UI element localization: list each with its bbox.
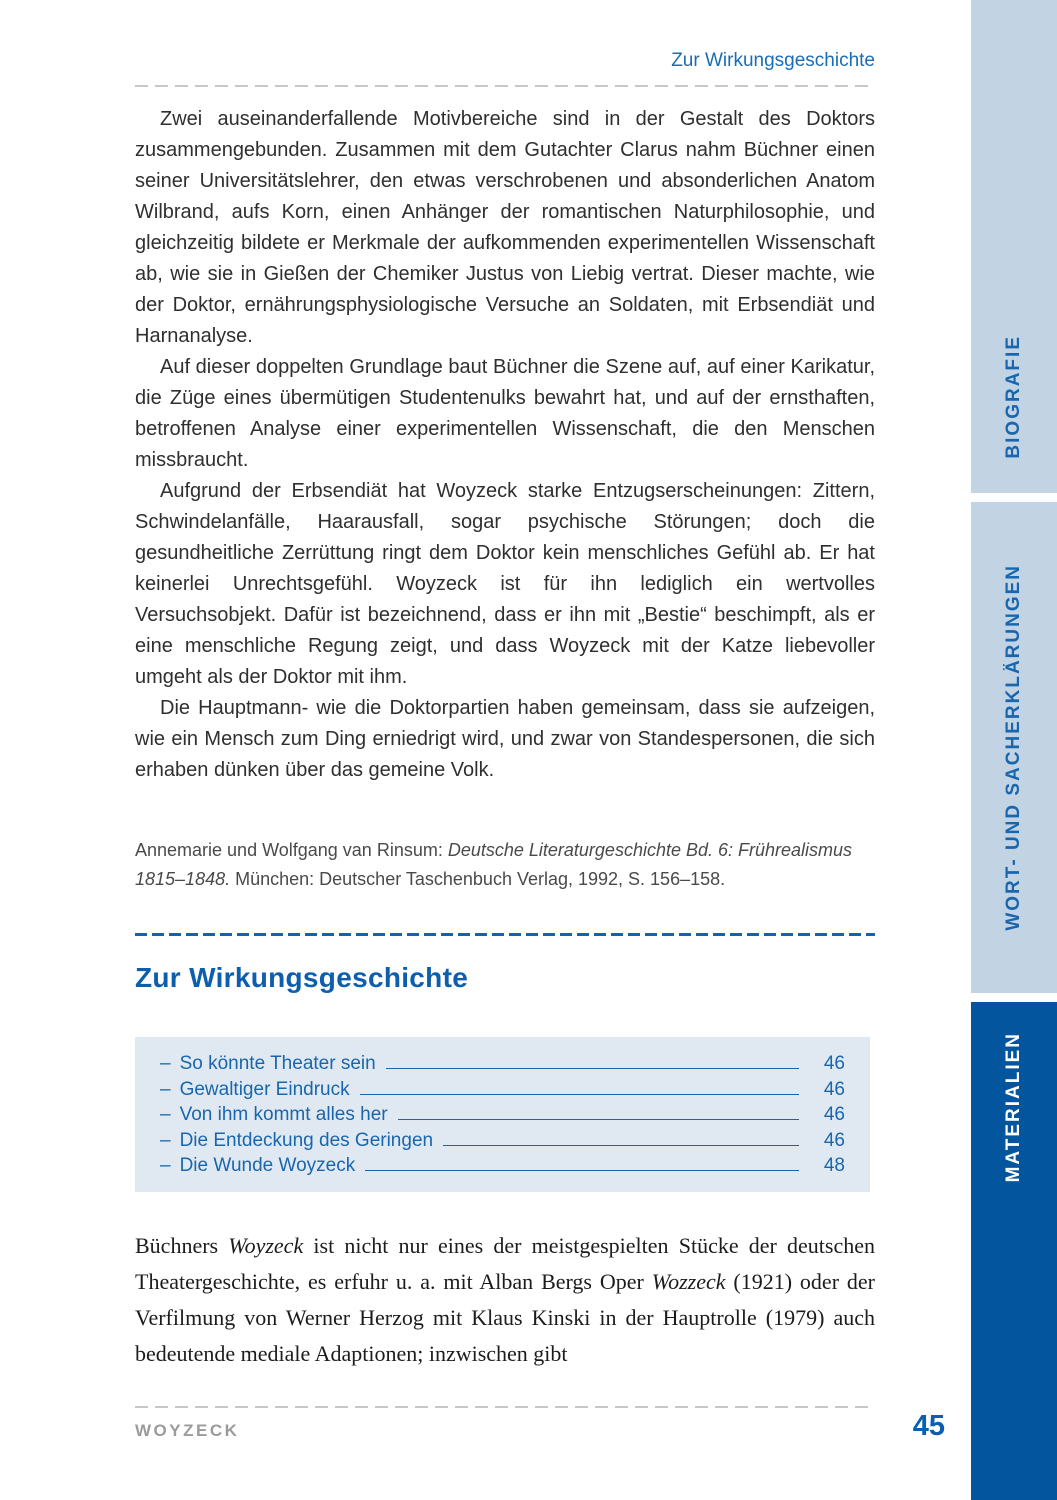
- toc-bullet: –: [160, 1078, 171, 1100]
- sidebar-tab-label: MATERIALIEN: [1003, 1032, 1024, 1183]
- toc-leader-line: [365, 1169, 799, 1171]
- toc-row[interactable]: [160, 1130, 845, 1156]
- sidebar-tab-label: BIOGRAFIE: [1003, 335, 1024, 459]
- toc-label: Gewaltiger Eindruck: [179, 1078, 350, 1100]
- sidebar-tab-label: WORT- UND SACHERKLÄRUNGEN: [1003, 564, 1024, 931]
- toc-bullet: –: [160, 1129, 171, 1151]
- toc-bullet: –: [160, 1053, 171, 1074]
- toc-leader-line: [386, 1067, 799, 1069]
- toc-label: Von ihm kommt alles her: [179, 1104, 388, 1126]
- sidebar-tabs: [971, 0, 1057, 1500]
- body-paragraph: Aufgrund der Erbsendiät hat Woyzeck starke Entzugserscheinungen: Zittern, Schwindelanfälle, Haarausfall, sogar psychische Störungen; doch die gesundheitliche Zerrüttung ringt dem Doktor kein menschliches Gefühl ab. Er hat keinerlei Unrechtsgefühl. Woyzeck ist für ihn lediglich ein wertvolles Versuchsobjekt. Dafür ist bezeichnend, dass er ihn mit „Bestie“ beschimpft, als er eine menschliche Regung zeigt, und dass Woyzeck mit der Katze liebevoller umgeht als der Doktor mit ihm.: [135, 480, 875, 688]
- running-header: Zur Wirkungsgeschichte: [671, 50, 875, 71]
- section-heading: Zur Wirkungsgeschichte: [135, 962, 469, 993]
- body-paragraph: Zwei auseinanderfallende Motivbereiche sind in der Gestalt des Doktors zusammengebunden. Zusammen mit dem Gutachter Clarus nahm Büchner einen seiner Universitätslehrer, den etwas verschrobenen und absonderlichen Anatom Wilbrand, aufs Korn, einen Anhänger der romantischen Naturphilosophie, und gleichzeitig bildete er Merkmale der aufkommenden experimentellen Wissenschaft ab, wie sie in Gießen der Chemiker Justus von Liebig vertrat. Dieser machte, wie der Doktor, ernährungsphysiologische Versuche an Soldaten, mit Erbsendiät und Harnanalyse.: [135, 108, 875, 347]
- footer-book-title: WOYZECK: [135, 1421, 240, 1440]
- page-number: 45: [912, 1410, 945, 1442]
- toc-bullet: –: [160, 1104, 171, 1126]
- toc-page-number: 46: [823, 1104, 845, 1126]
- toc-row[interactable]: [160, 1104, 845, 1130]
- body-paragraph: Auf dieser doppelten Grundlage baut Büchner die Szene auf, auf einer Karikatur, die Züge eines übermütigen Studentenulks bewahrt hat, und auf der ernsthaften, betroffenen Analyse einer experimentellen Wissenschaft, die den Menschen missbraucht.: [135, 356, 875, 471]
- section-divider-dashed-line: [135, 933, 875, 936]
- sidebar-tab-biografie[interactable]: [971, 0, 1057, 493]
- toc-page-number: 46: [823, 1078, 845, 1100]
- source-citation: Annemarie und Wolfgang van Rinsum: Deutsche Literaturgeschichte Bd. 6: Frührealismus 1815–1848. München: Deutscher Taschenbuch Verlag, 1992, S. 156–158.: [135, 840, 853, 889]
- toc-bullet: –: [160, 1155, 171, 1177]
- toc-page-number: 46: [823, 1129, 845, 1151]
- toc-row[interactable]: [160, 1053, 845, 1079]
- toc-label: So könnte Theater sein: [179, 1053, 376, 1074]
- header-divider-dashed-line: [135, 85, 875, 87]
- body-paragraph: Die Hauptmann- wie die Doktorpartien haben gemeinsam, dass sie aufzeigen, wie ein Mensch zum Ding erniedrigt wird, und zwar von Standespersonen, die sich erhaben dünken über das gemeine Volk.: [135, 697, 875, 781]
- toc-leader-line: [398, 1118, 799, 1120]
- toc-leader-line: [360, 1093, 799, 1095]
- toc-page-number: 48: [823, 1155, 845, 1177]
- toc-label: Die Entdeckung des Geringen: [179, 1129, 434, 1151]
- toc-page-number: 46: [823, 1053, 845, 1074]
- article-body: [135, 104, 875, 786]
- closing-paragraph: Büchners Woyzeck ist nicht nur eines der meistgespielten Stücke der deutschen Theatergeschichte, es erfuhr u. a. mit Alban Bergs Oper Wozzeck (1921) oder der Verfilmung von Werner Herzog mit Klaus Kinski in der Hauptrolle (1979) auch bedeutende mediale Adaptionen; inzwischen gibt: [135, 1233, 876, 1366]
- toc-box: [135, 1037, 870, 1192]
- toc-row[interactable]: [160, 1155, 845, 1181]
- toc-row[interactable]: [160, 1079, 845, 1105]
- sidebar-tab-wort-und-sacherklaerungen[interactable]: [971, 502, 1057, 993]
- toc-label: Die Wunde Woyzeck: [179, 1155, 356, 1177]
- sidebar-tab-materialien[interactable]: [971, 1002, 1057, 1500]
- toc-leader-line: [443, 1144, 799, 1146]
- footer-divider-dashed-line: [135, 1406, 875, 1408]
